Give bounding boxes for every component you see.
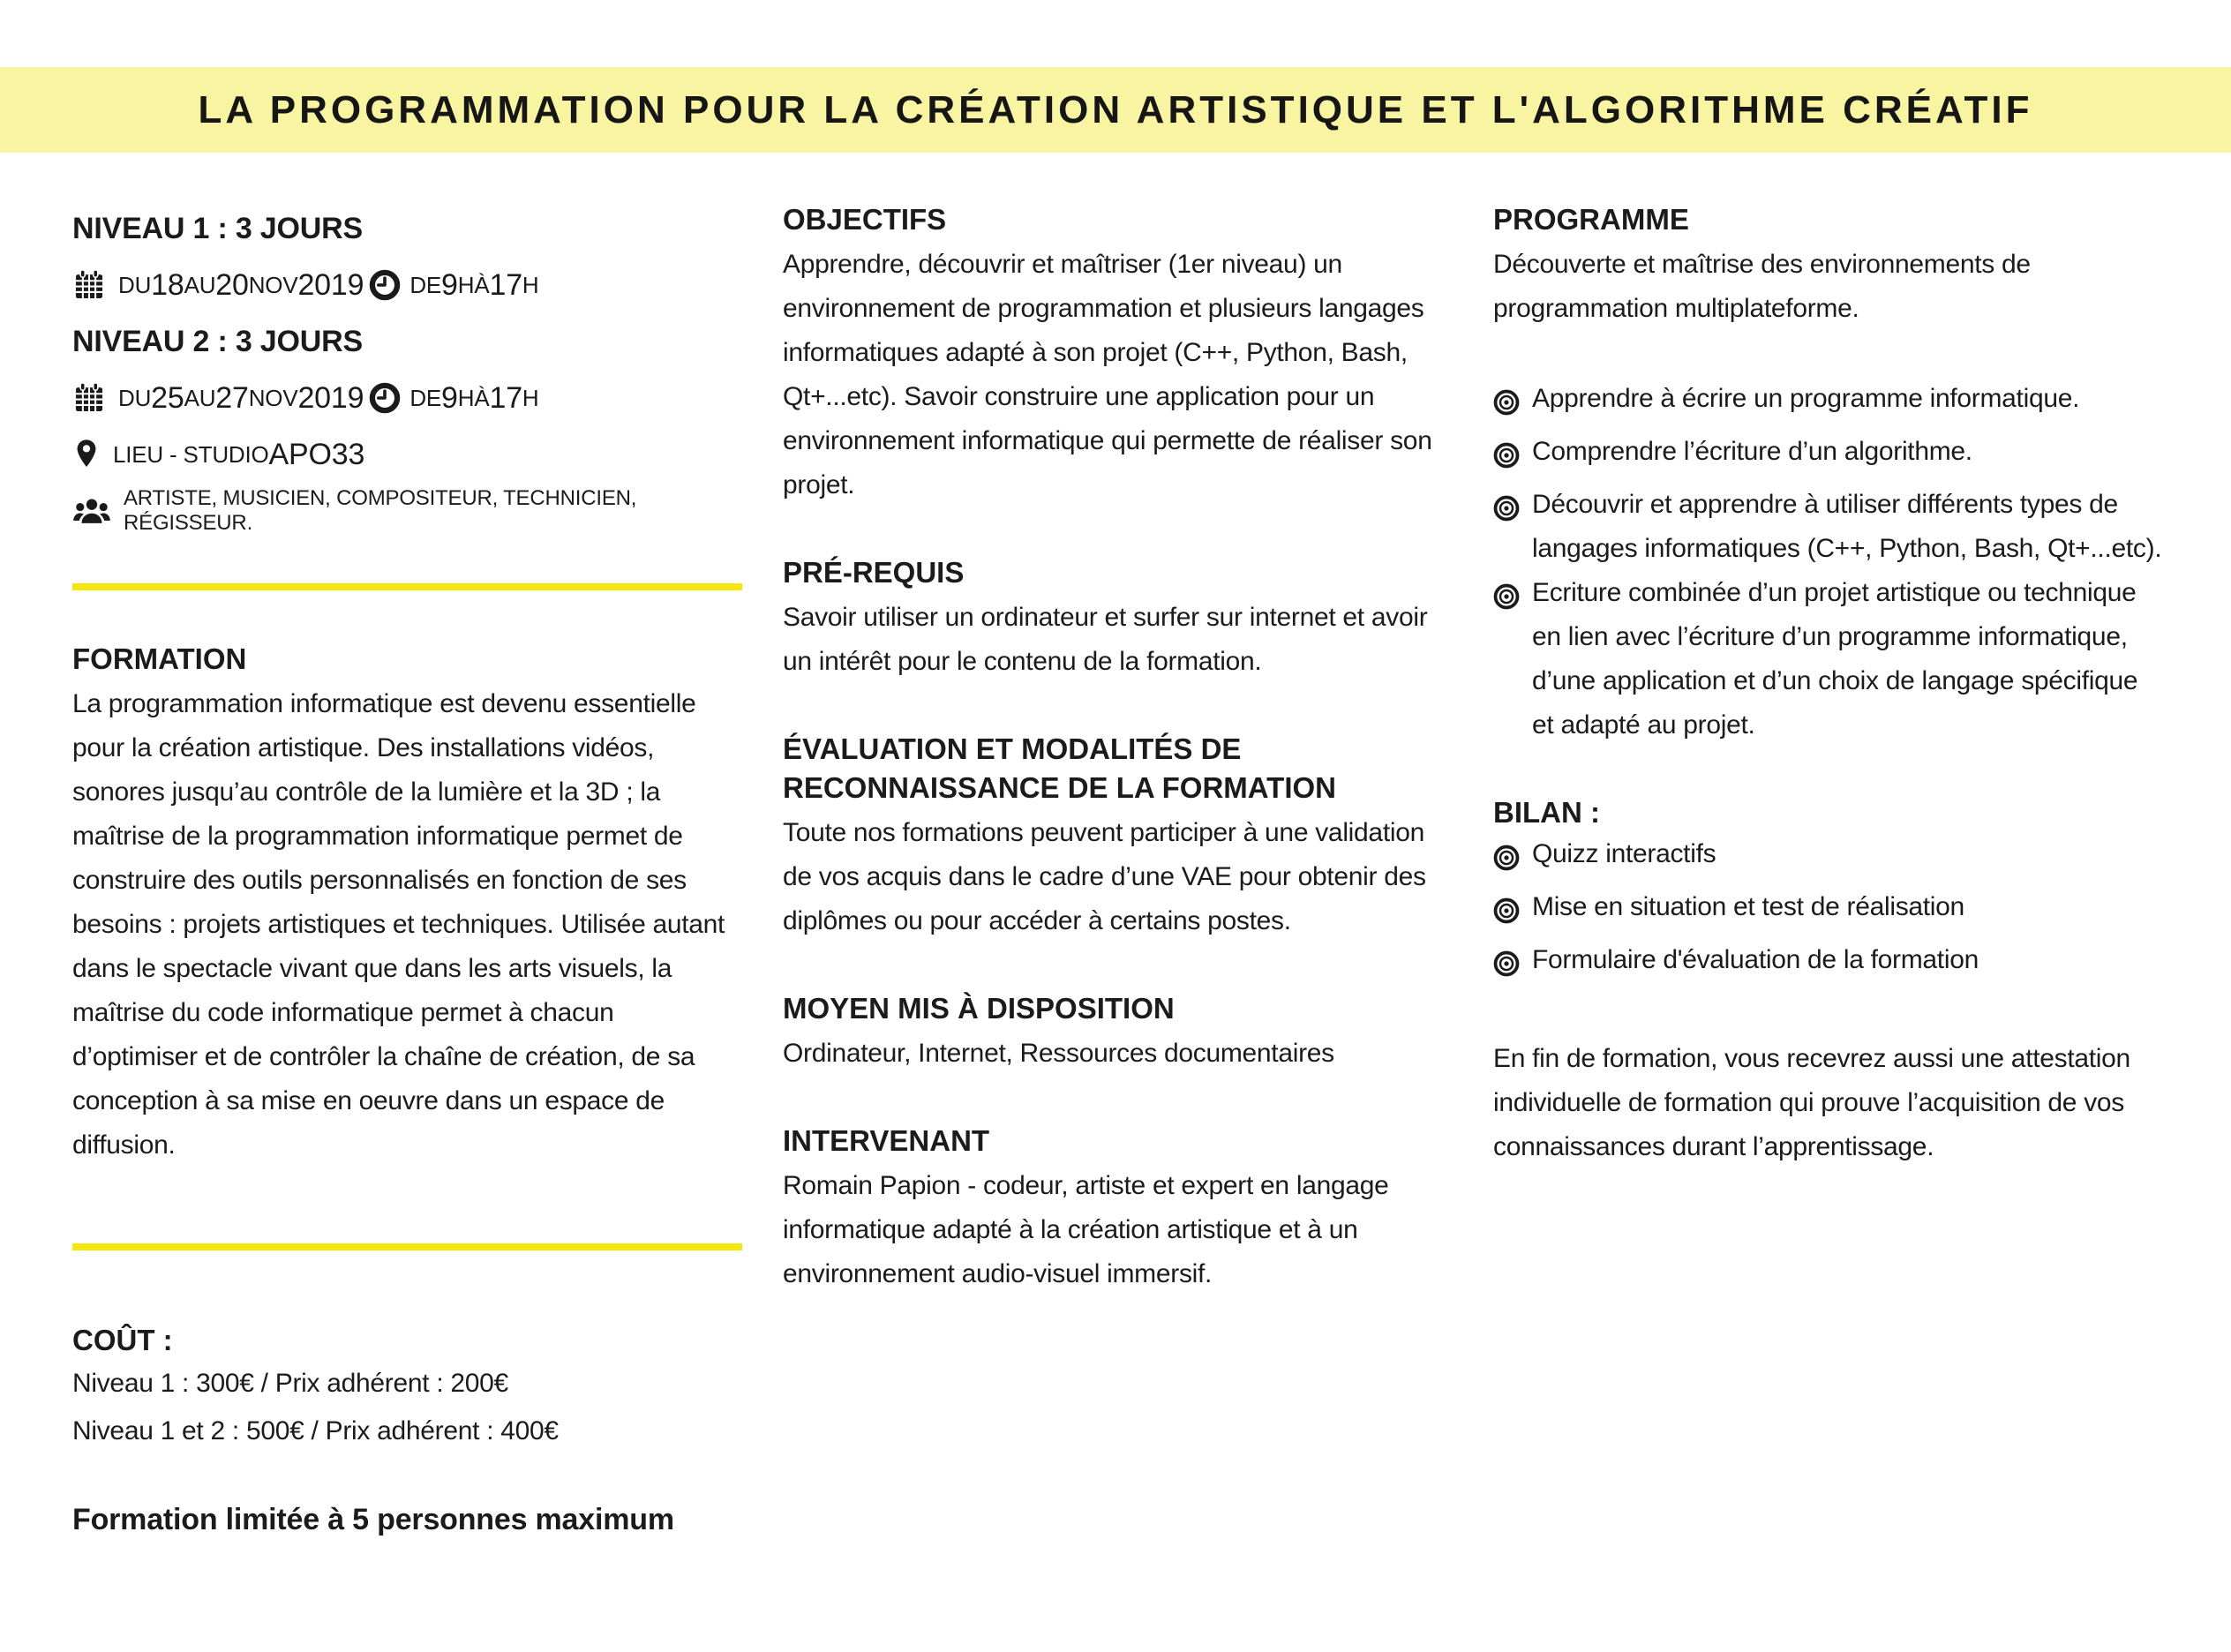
calendar-icon (72, 381, 106, 415)
schedule2-de: DE (409, 384, 442, 411)
bullet-text: Apprendre à écrire un programme informatique. (1532, 384, 2080, 413)
list-item (1493, 832, 2163, 885)
schedule2-hour1: 9 (441, 380, 458, 415)
programme-title: PROGRAMME (1493, 203, 1689, 236)
schedule2-h1-suffix: H (457, 384, 475, 411)
schedule2-month: NOV (248, 384, 298, 411)
prerequis-text: Savoir utiliser un ordinateur et surfer sur internet et avoir un intérêt pour le contenu de la formation. (783, 603, 1428, 676)
bullseye-bullet-icon (1493, 430, 1532, 483)
formation-section (72, 640, 742, 1168)
bullseye-bullet-icon (1493, 885, 1532, 938)
schedule1-de: DE (409, 271, 442, 298)
clock-icon (369, 382, 401, 414)
cost-section (72, 1321, 742, 1455)
list-item (1493, 430, 2163, 483)
moyen-text: Ordinateur, Internet, Ressources documentaires (783, 1039, 1334, 1068)
schedule2-day1: 25 (151, 380, 184, 415)
list-item (1493, 483, 2163, 571)
bullseye-bullet-icon (1493, 483, 1532, 536)
formation-title: FORMATION (72, 642, 247, 675)
location-label: LIEU - STUDIO (113, 440, 269, 468)
programme-intro: Découverte et maîtrise des environnements de programmation multiplateforme. (1493, 250, 2031, 323)
title-band (0, 67, 2231, 153)
cost-line-2: Niveau 1 et 2 : 500€ / Prix adhérent : 400€ (72, 1416, 559, 1446)
cost-title: COÛT : (72, 1324, 173, 1356)
schedule2-du: DU (118, 384, 152, 411)
schedule1-hour2: 17 (489, 267, 522, 302)
schedule2-h2-suffix: H (522, 384, 539, 411)
bullet-text: Quizz interactifs (1532, 839, 1716, 868)
intervenant-title: INTERVENANT (783, 1124, 990, 1157)
moyen-title: MOYEN MIS À DISPOSITION (783, 992, 1175, 1025)
schedule1-h2-suffix: H (522, 271, 539, 298)
moyen-section (783, 989, 1453, 1076)
bullseye-bullet-icon (1493, 938, 1532, 991)
intervenant-text: Romain Papion - codeur, artiste et expert en langage informatique adapté à la création artistique et à un environnement audio-visuel immersif. (783, 1171, 1389, 1288)
calendar-icon (72, 268, 106, 302)
programme-bullet-list (1493, 377, 2163, 747)
yellow-divider (72, 1243, 742, 1250)
objectifs-text: Apprendre, découvrir et maîtriser (1er niveau) un environnement de programmation et plusieurs langages informatiques adapté à son projet (C++, Python, Bash, Qt+...etc). Savoir construire une application pour un environnement informatique qui permette de réaliser son projet. (783, 250, 1432, 499)
bullseye-bullet-icon (1493, 571, 1532, 624)
capacity-note: Formation limitée à 5 personnes maximum (72, 1503, 674, 1536)
objectifs-section (783, 200, 1453, 507)
page-title: LA PROGRAMMATION POUR LA CRÉATION ARTISTIQUE ET L'ALGORITHME CRÉATIF (198, 87, 2033, 131)
bilan-bullet-list (1493, 832, 2163, 991)
bullseye-bullet-icon (1493, 832, 1532, 885)
schedule1-month: NOV (248, 271, 298, 298)
schedule2-a: À (474, 384, 490, 411)
right-column (1493, 200, 2163, 1537)
objectifs-title: OBJECTIFS (783, 203, 947, 236)
bullseye-bullet-icon (1493, 377, 1532, 430)
bullet-text: Mise en situation et test de réalisation (1532, 892, 1964, 921)
schedule1-du: DU (118, 271, 152, 298)
level2-schedule (72, 370, 742, 426)
schedule2-au: AU (184, 384, 216, 411)
level1-schedule (72, 257, 742, 313)
schedule1-day1: 18 (151, 267, 184, 302)
clock-icon (369, 269, 401, 301)
bullet-text: Découvrir et apprendre à utiliser différents types de langages informatiques (C++, Python, Bash, Qt+...etc). (1532, 490, 2162, 563)
intervenant-section (783, 1122, 1453, 1296)
cost-line-1: Niveau 1 : 300€ / Prix adhérent : 200€ (72, 1369, 508, 1398)
level2-heading: NIVEAU 2 : 3 JOURS (72, 324, 363, 358)
audience-line (72, 483, 742, 539)
level1-heading: NIVEAU 1 : 3 JOURS (72, 211, 363, 245)
schedule1-hour1: 9 (441, 267, 458, 302)
schedule1-au: AU (184, 271, 216, 298)
left-column (72, 200, 742, 1537)
audience-text: ARTISTE, MUSICIEN, COMPOSITEUR, TECHNICIEN, RÉGISSEUR. (124, 486, 637, 535)
bullet-text: Formulaire d'évaluation de la formation (1532, 945, 1979, 974)
location-value: APO33 (268, 437, 365, 471)
list-item (1493, 377, 2163, 430)
programme-section (1493, 200, 2163, 331)
schedule1-day2: 20 (215, 267, 249, 302)
formation-text: La programmation informatique est devenu essentielle pour la création artistique. Des installations vidéos, sonores jusqu’au contrôle de la lumière et la 3D ; la maîtrise de la programmation informatique permet de construire des outils personnalisés en fonction de ses besoins : projets artistiques et techniques. Utilisée autant dans le spectacle vivant que dans les arts visuels, la maîtrise du code informatique permet à chacun d’optimiser et de contrôler la chaîne de création, de sa conception à sa mise en oeuvre dans un espace de diffusion. (72, 689, 725, 1160)
schedule2-day2: 27 (215, 380, 249, 415)
schedule1-a: À (474, 271, 490, 298)
list-item (1493, 938, 2163, 991)
schedule1-h1-suffix: H (457, 271, 475, 298)
content-columns (0, 200, 2231, 1537)
list-item (1493, 885, 2163, 938)
bullet-text: Comprendre l’écriture d’un algorithme. (1532, 437, 1972, 466)
bilan-section (1493, 793, 2163, 991)
list-item (1493, 571, 2163, 747)
evaluation-text: Toute nos formations peuvent participer à une validation de vos acquis dans le cadre d’une VAE pour obtenir des diplômes ou pour accéder à certains postes. (783, 818, 1426, 935)
evaluation-title: ÉVALUATION ET MODALITÉS DE RECONNAISSANCE DE LA FORMATION (783, 732, 1336, 804)
location-line (72, 426, 742, 483)
bullet-text: Ecriture combinée d’un projet artistique ou technique en lien avec l’écriture d’un programme informatique, d’une application et d’un choix de langage spécifique et adapté au projet. (1532, 578, 2138, 740)
prerequis-title: PRÉ-REQUIS (783, 556, 965, 589)
schedule1-year: 2019 (297, 267, 364, 302)
prerequis-section (783, 553, 1453, 684)
middle-column (783, 200, 1453, 1537)
closing-text: En fin de formation, vous recevrez aussi une attestation individuelle de formation qui prouve l’acquisition de vos connaissances durant l’apprentissage. (1493, 1044, 2130, 1161)
pin-icon (72, 437, 101, 472)
schedule2-hour2: 17 (489, 380, 522, 415)
yellow-divider (72, 583, 742, 590)
evaluation-section (783, 730, 1453, 943)
group-icon (72, 495, 111, 527)
schedule2-year: 2019 (297, 380, 364, 415)
bilan-title: BILAN : (1493, 796, 1600, 829)
flyer-page (0, 67, 2231, 1652)
